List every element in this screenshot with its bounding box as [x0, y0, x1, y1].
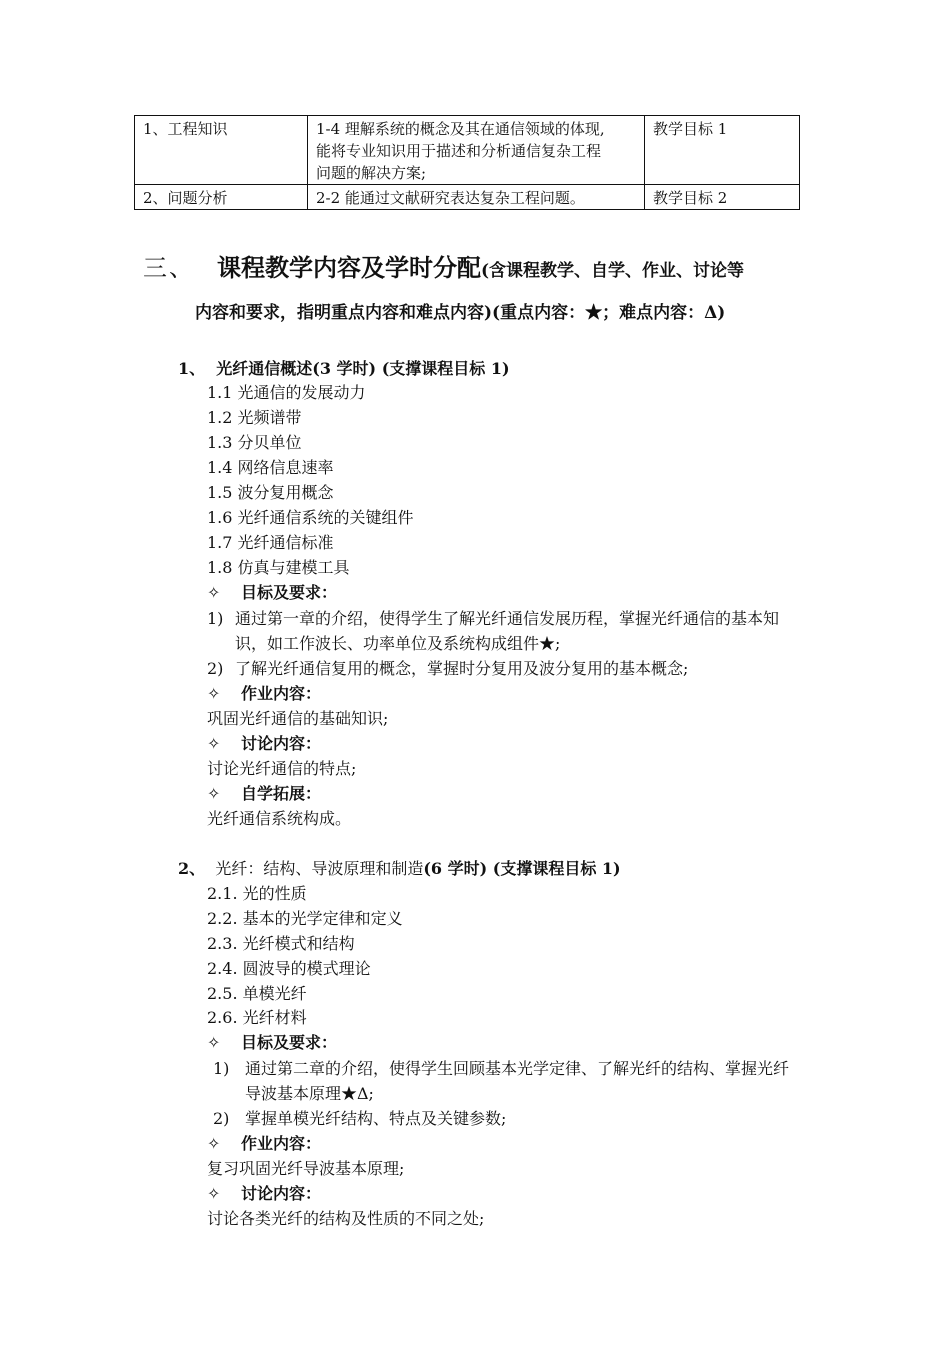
table-row	[135, 185, 800, 210]
list-item: 1.4 网络信息速率	[207, 458, 334, 477]
heading-note-line2: 内容和要求，指明重点内容和难点内容)(重点内容：★；难点内容：Δ)	[195, 303, 726, 323]
chapter-hours: (6 学时) (支撑课程目标 1)	[423, 859, 621, 878]
list-item: 2.5. 单模光纤	[207, 984, 307, 1003]
list-item: 1.5 波分复用概念	[207, 483, 334, 502]
item-text: 掌握单模光纤结构、特点及关键参数;	[245, 1109, 507, 1128]
table-cell: 2、问题分析	[135, 185, 308, 210]
discussion-text: 讨论各类光纤的结构及性质的不同之处;	[207, 1209, 485, 1228]
cell-line: 能将专业知识用于描述和分析通信复杂工程	[316, 142, 602, 160]
discussion-label	[207, 731, 321, 754]
goal-item	[207, 606, 779, 629]
label-text: 作业内容：	[241, 1134, 322, 1153]
item-text: 通过第二章的介绍，使得学生回顾基本光学定律、了解光纤的结构、掌握光纤	[245, 1059, 790, 1078]
goal-item-cont: 识，如工作波长、功率单位及系统构成组件★;	[235, 634, 561, 653]
list-item: 2.1. 光的性质	[207, 884, 307, 903]
diamond-bullet-icon: ✧	[207, 784, 221, 803]
diamond-bullet-icon: ✧	[207, 583, 221, 602]
heading-title: 课程教学内容及学时分配	[217, 253, 481, 282]
item-number: 1)	[207, 609, 224, 628]
item-number: 2)	[207, 659, 224, 678]
homework-text: 巩固光纤通信的基础知识;	[207, 709, 389, 728]
goal-item-cont: 导波基本原理★Δ;	[245, 1084, 374, 1103]
label-text: 讨论内容：	[241, 1184, 322, 1203]
label-text: 讨论内容：	[241, 734, 322, 753]
table-cell: 1、工程知识	[135, 116, 308, 185]
table-cell: 教学目标 2	[645, 185, 800, 210]
label-text: 作业内容：	[241, 684, 322, 703]
objectives-table	[134, 115, 800, 210]
diamond-bullet-icon: ✧	[207, 684, 221, 703]
cell-line: 1-4 理解系统的概念及其在通信领域的体现,	[316, 120, 605, 138]
diamond-bullet-icon: ✧	[207, 1184, 221, 1203]
list-item: 2.2. 基本的光学定律和定义	[207, 909, 403, 928]
label-text: 目标及要求：	[241, 1033, 338, 1052]
chapter-number: 2、	[178, 859, 206, 878]
discussion-label	[207, 1181, 321, 1204]
section-heading	[143, 248, 744, 283]
list-item: 1.2 光频谱带	[207, 408, 302, 427]
chapter-2-title	[178, 856, 621, 879]
table-row	[135, 116, 800, 185]
diamond-bullet-icon: ✧	[207, 1134, 221, 1153]
homework-label	[207, 681, 321, 704]
diamond-bullet-icon: ✧	[207, 734, 221, 753]
table-cell	[308, 116, 645, 185]
heading-note: (含课程教学、自学、作业、讨论等	[481, 261, 745, 281]
goal-item	[207, 656, 688, 679]
item-text: 了解光纤通信复用的概念，掌握时分复用及波分复用的基本概念;	[235, 659, 689, 678]
table-cell: 教学目标 1	[645, 116, 800, 185]
item-number: 2)	[213, 1109, 230, 1128]
homework-text: 复习巩固光纤导波基本原理;	[207, 1159, 405, 1178]
chapter-title: 光纤：结构、导波原理和制造	[215, 859, 424, 878]
list-item: 2.6. 光纤材料	[207, 1008, 307, 1027]
goal-item	[213, 1056, 789, 1079]
list-item: 1.1 光通信的发展动力	[207, 383, 366, 402]
discussion-text: 讨论光纤通信的特点;	[207, 759, 357, 778]
diamond-bullet-icon: ✧	[207, 1033, 221, 1052]
heading-number: 三、	[143, 254, 195, 282]
list-item: 1.6 光纤通信系统的关键组件	[207, 508, 414, 527]
list-item: 2.3. 光纤模式和结构	[207, 934, 355, 953]
chapter-number: 1、	[178, 359, 206, 378]
chapter-1-title	[178, 356, 510, 379]
homework-label	[207, 1131, 321, 1154]
list-item: 1.3 分贝单位	[207, 433, 302, 452]
self-study-label	[207, 781, 321, 804]
chapter-title: 光纤通信概述(3 学时) (支撑课程目标 1)	[216, 359, 510, 378]
self-study-text: 光纤通信系统构成。	[207, 809, 352, 828]
list-item: 1.7 光纤通信标准	[207, 533, 334, 552]
goal-label	[207, 580, 337, 603]
list-item: 2.4. 圆波导的模式理论	[207, 959, 371, 978]
label-text: 目标及要求：	[241, 583, 338, 602]
goal-item	[213, 1106, 506, 1129]
item-number: 1)	[213, 1059, 230, 1078]
list-item: 1.8 仿真与建模工具	[207, 558, 350, 577]
label-text: 自学拓展：	[241, 784, 322, 803]
item-text: 通过第一章的介绍，使得学生了解光纤通信发展历程，掌握光纤通信的基本知	[235, 609, 780, 628]
goal-label	[207, 1030, 337, 1053]
cell-line: 问题的解决方案;	[316, 164, 427, 182]
table-cell: 2-2 能通过文献研究表达复杂工程问题。	[308, 185, 645, 210]
